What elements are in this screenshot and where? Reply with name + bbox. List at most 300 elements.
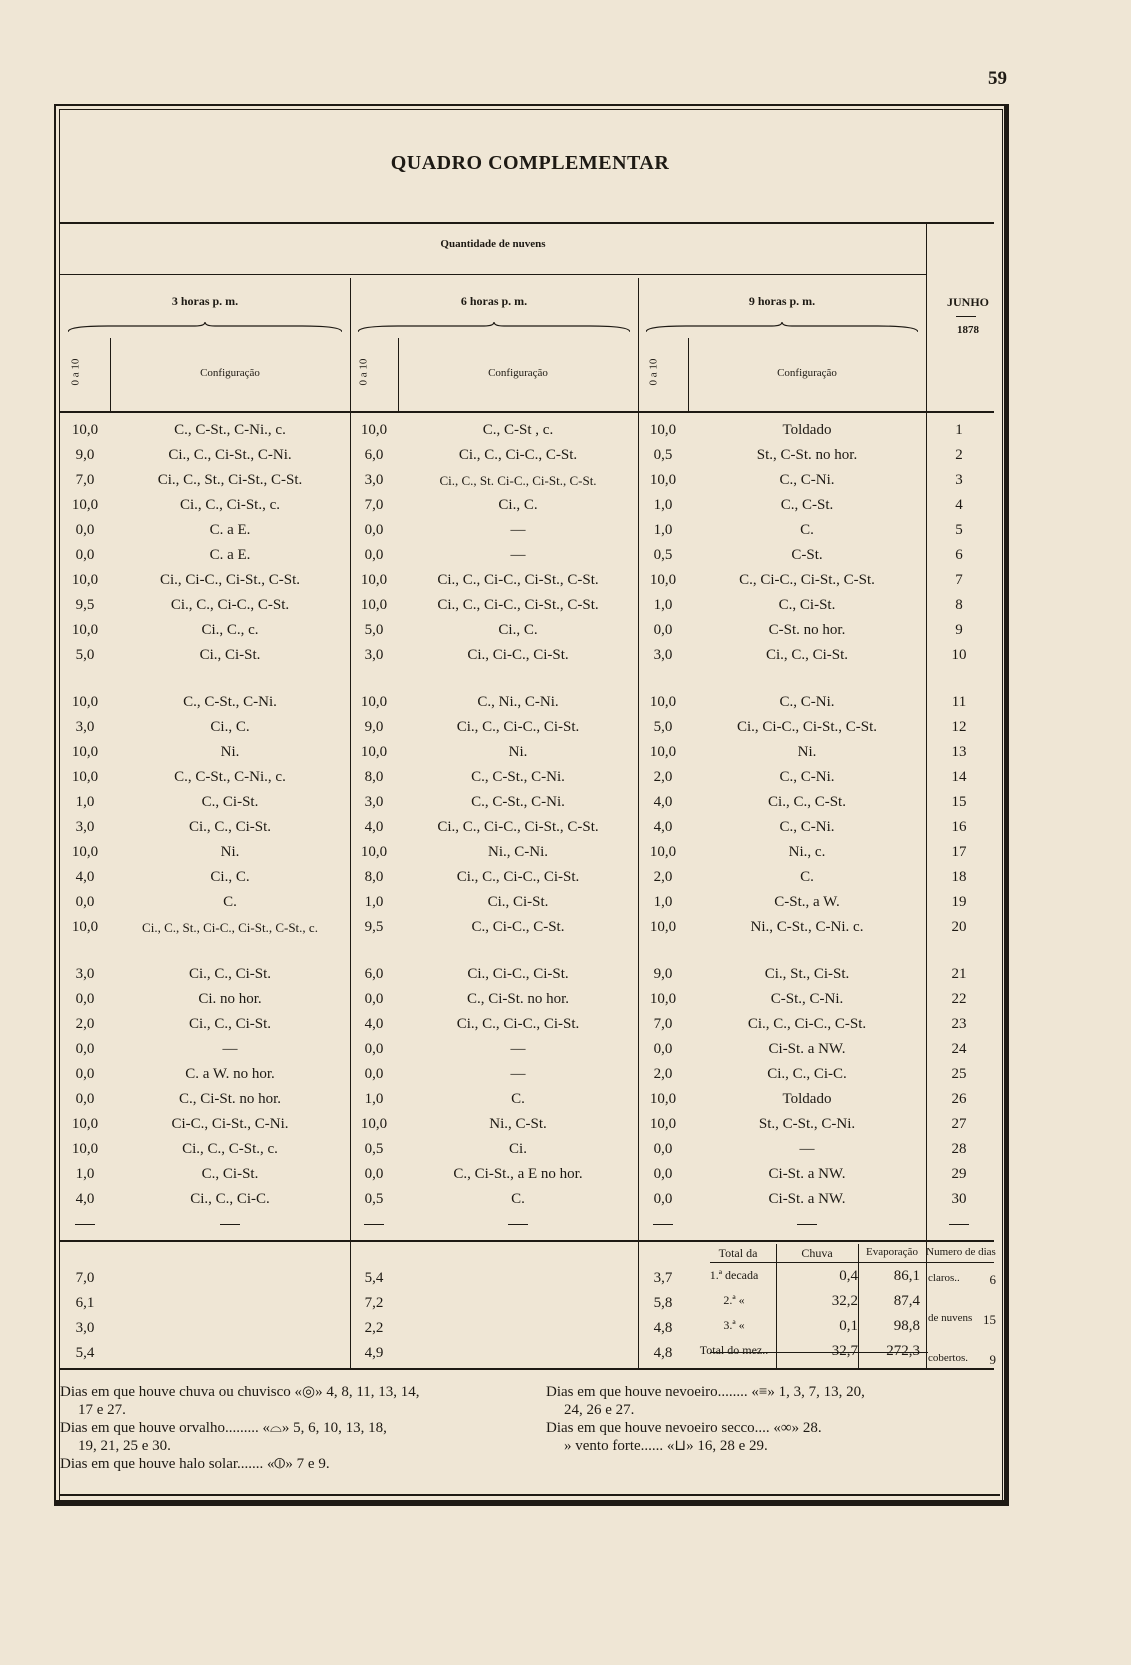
cover-3h: 0,0 <box>75 1066 95 1082</box>
cover-9h: 5,0 <box>653 719 673 735</box>
totals-header-days: Numero de dias <box>926 1246 996 1258</box>
config-6h: Ci., C. <box>498 622 538 638</box>
cover-3h: 0,0 <box>75 991 95 1007</box>
cover-6h: 3,0 <box>364 472 384 488</box>
table-row <box>60 543 992 568</box>
cover-3h: 10,0 <box>71 1141 99 1157</box>
day: 1 <box>955 422 963 438</box>
config-3h: Ci., C., St., Ci-St., C-St. <box>157 472 303 488</box>
day: 21 <box>951 966 967 982</box>
rule <box>60 222 994 224</box>
day: 3 <box>955 472 963 488</box>
config-label-6h: Configuração <box>488 367 548 379</box>
totals-evap: 272,3 <box>886 1343 920 1359</box>
cover-9h: 0,0 <box>653 1166 673 1182</box>
cover-9h: 9,0 <box>653 966 673 982</box>
config-3h: — <box>222 1041 238 1057</box>
table-row <box>60 962 992 987</box>
config-9h: C., C-Ni. <box>779 769 835 785</box>
days-label: cobertos. <box>928 1352 969 1364</box>
summary-value: 2,2 <box>364 1320 384 1336</box>
config-9h: Toldado <box>782 422 832 438</box>
config-9h: Toldado <box>782 1091 832 1107</box>
month-label: JUNHO <box>947 295 989 309</box>
config-6h: C. <box>511 1091 525 1107</box>
note-line: 17 e 27. <box>78 1402 126 1418</box>
cover-9h: 10,0 <box>649 991 677 1007</box>
header-6h: 6 horas p. m. <box>460 294 528 308</box>
days-label: de nuvens <box>928 1312 973 1324</box>
days-label: claros.. <box>928 1272 960 1284</box>
config-9h: C., C-Ni. <box>779 472 835 488</box>
cover-6h: 9,5 <box>364 919 384 935</box>
cover-6h: 1,0 <box>364 1091 384 1107</box>
config-3h: C., C-St., C-Ni., c. <box>174 422 286 438</box>
frame-shadow-bottom <box>54 1500 1009 1506</box>
config-9h: Ci., C., Ci-St. <box>765 647 849 663</box>
config-3h: Ci., C. <box>210 869 250 885</box>
day: 10 <box>951 647 967 663</box>
cover-9h: 2,0 <box>653 1066 673 1082</box>
cover-6h: 10,0 <box>360 1116 388 1132</box>
scale-label-9h: 0 a 10 <box>647 358 660 386</box>
dash <box>688 1212 926 1237</box>
cover-6h: 10,0 <box>360 744 388 760</box>
day: 20 <box>951 919 967 935</box>
note-line: Dias em que houve nevoeiro........ «≡» 1, 3, 7, 13, 20, <box>546 1384 865 1400</box>
days-row <box>928 1272 996 1288</box>
cover-6h: 0,0 <box>364 1166 384 1182</box>
totals-label: 3.ª « <box>723 1318 745 1332</box>
config-label-3h: Configuração <box>200 367 260 379</box>
config-6h: Ci., C., St. Ci-C., Ci-St., C-St. <box>439 472 597 488</box>
note-line: 24, 26 e 27. <box>564 1402 635 1418</box>
table-row <box>60 840 992 865</box>
config-6h: Ci., C. <box>498 497 538 513</box>
summary-value: 3,7 <box>653 1270 673 1286</box>
config-3h: Ci., C., c. <box>201 622 259 638</box>
day: 18 <box>951 869 967 885</box>
cover-6h: 8,0 <box>364 869 384 885</box>
cover-3h: 5,0 <box>75 647 95 663</box>
cover-3h: 10,0 <box>71 1116 99 1132</box>
dash <box>926 1212 992 1237</box>
config-9h: C. <box>800 869 814 885</box>
table-row <box>60 468 992 493</box>
cover-6h: 0,0 <box>364 1066 384 1082</box>
config-3h: C., Ci-St. <box>201 794 259 810</box>
table-row <box>60 1187 992 1212</box>
month-rule <box>956 316 976 317</box>
cover-3h: 4,0 <box>75 869 95 885</box>
config-6h: Ci., C., Ci-C., Ci-St., C-St. <box>437 597 599 613</box>
table-row <box>60 1037 992 1062</box>
spacer-row <box>60 668 992 690</box>
cover-3h: 10,0 <box>71 769 99 785</box>
summary-value: 5,4 <box>75 1345 95 1361</box>
cover-3h: 10,0 <box>71 497 99 513</box>
cover-9h: 0,5 <box>653 447 673 463</box>
header-group: Quantidade de nuvens <box>440 238 546 250</box>
note-line: Dias em que houve orvalho......... «⌓» 5, 6, 10, 13, 18, <box>60 1420 387 1436</box>
config-3h: Ci., C. <box>210 719 250 735</box>
dash <box>110 1212 350 1237</box>
cover-6h: 10,0 <box>360 572 388 588</box>
config-9h: C., Ci-C., Ci-St., C-St. <box>739 572 875 588</box>
cover-3h: 10,0 <box>71 919 99 935</box>
config-3h: Ci. no hor. <box>198 991 262 1007</box>
config-9h: St., C-St. no hor. <box>756 447 858 463</box>
config-9h: St., C-St., C-Ni. <box>758 1116 856 1132</box>
config-6h: Ci., C., Ci-C., Ci-St. <box>456 1016 580 1032</box>
config-3h: C., C-St., C-Ni., c. <box>174 769 286 785</box>
config-3h: Ci., C., Ci-St. <box>188 966 272 982</box>
day: 15 <box>951 794 967 810</box>
config-6h: C., C-St , c. <box>482 422 554 438</box>
config-6h: — <box>510 1066 526 1082</box>
cover-9h: 1,0 <box>653 522 673 538</box>
dash <box>60 1212 110 1237</box>
config-3h: C. <box>223 894 237 910</box>
cover-6h: 10,0 <box>360 422 388 438</box>
config-3h: Ci., C., Ci-St. <box>188 1016 272 1032</box>
days-row <box>928 1352 996 1368</box>
header-3h: 3 horas p. m. <box>171 294 239 308</box>
day: 6 <box>955 547 963 563</box>
cover-6h: 0,0 <box>364 991 384 1007</box>
config-6h: C. <box>511 1191 525 1207</box>
totals-chuva: 32,7 <box>831 1343 858 1359</box>
cover-9h: 10,0 <box>649 744 677 760</box>
cover-6h: 0,0 <box>364 547 384 563</box>
cover-6h: 1,0 <box>364 894 384 910</box>
table-row <box>60 643 992 668</box>
cover-3h: 0,0 <box>75 1091 95 1107</box>
day: 28 <box>951 1141 967 1157</box>
config-9h: C-St. <box>791 547 823 563</box>
config-6h: Ci., C., Ci-C., Ci-St. <box>456 719 580 735</box>
rule <box>60 1368 994 1370</box>
summary-value: 3,0 <box>75 1320 95 1336</box>
note-line: Dias em que houve nevoeiro secco.... «∞» 28. <box>546 1420 822 1436</box>
config-9h: C-St. no hor. <box>768 622 846 638</box>
days-value: 9 <box>989 1352 996 1367</box>
config-9h: — <box>799 1141 815 1157</box>
config-3h: C. a W. no hor. <box>185 1066 275 1082</box>
notes-left <box>60 1383 420 1473</box>
config-3h: Ci., C., Ci-St., C-Ni. <box>168 447 292 463</box>
config-9h: Ci-St. a NW. <box>768 1191 846 1207</box>
note-line: 19, 21, 25 e 30. <box>78 1438 171 1454</box>
day: 22 <box>951 991 967 1007</box>
page-number: 59 <box>988 68 1007 89</box>
config-6h: Ni. <box>508 744 528 760</box>
cover-3h: 10,0 <box>71 844 99 860</box>
summary-value: 7,2 <box>364 1295 384 1311</box>
table-row <box>60 568 992 593</box>
config-9h: Ni. <box>797 744 817 760</box>
config-3h: C. a E. <box>209 522 251 538</box>
cover-9h: 10,0 <box>649 844 677 860</box>
cover-9h: 0,0 <box>653 622 673 638</box>
config-6h: Ci., C., Ci-C., C-St. <box>458 447 578 463</box>
config-3h: C., Ci-St. no hor. <box>178 1091 282 1107</box>
config-6h: C., Ni., C-Ni. <box>477 694 559 710</box>
config-9h: C. <box>800 522 814 538</box>
rule <box>60 411 994 413</box>
day: 2 <box>955 447 963 463</box>
config-6h: C., Ci-St., a E no hor. <box>453 1166 583 1182</box>
notes-right <box>546 1383 865 1455</box>
cover-3h: 4,0 <box>75 1191 95 1207</box>
config-9h: C., C-Ni. <box>779 819 835 835</box>
cover-3h: 10,0 <box>71 422 99 438</box>
cover-9h: 0,0 <box>653 1041 673 1057</box>
config-6h: — <box>510 1041 526 1057</box>
cover-6h: 3,0 <box>364 794 384 810</box>
summary-value: 6,1 <box>75 1295 95 1311</box>
rule <box>60 1494 1000 1496</box>
config-3h: Ci-C., Ci-St., C-Ni. <box>171 1116 289 1132</box>
cover-3h: 0,0 <box>75 547 95 563</box>
config-3h: C., C-St., C-Ni. <box>183 694 277 710</box>
rule <box>60 1240 994 1242</box>
scale-label-6h: 0 a 10 <box>357 358 370 386</box>
totals-evap: 86,1 <box>893 1268 920 1284</box>
table-row <box>60 740 992 765</box>
config-9h: C., Ci-St. <box>778 597 836 613</box>
day: 26 <box>951 1091 967 1107</box>
summary-value: 4,9 <box>364 1345 384 1361</box>
config-9h: Ci., Ci-C., Ci-St., C-St. <box>736 719 878 735</box>
day: 11 <box>951 694 967 710</box>
totals-evap: 87,4 <box>893 1293 920 1309</box>
dash <box>398 1212 638 1237</box>
cover-6h: 6,0 <box>364 966 384 982</box>
cover-9h: 10,0 <box>649 694 677 710</box>
cover-9h: 1,0 <box>653 597 673 613</box>
cover-6h: 6,0 <box>364 447 384 463</box>
config-6h: Ni., C-Ni. <box>488 844 548 860</box>
day: 13 <box>951 744 967 760</box>
cover-3h: 2,0 <box>75 1016 95 1032</box>
summary-value: 7,0 <box>75 1270 95 1286</box>
table-row <box>60 1112 992 1137</box>
cover-3h: 3,0 <box>75 719 95 735</box>
cover-6h: 5,0 <box>364 622 384 638</box>
table-row <box>60 1087 992 1112</box>
day: 14 <box>951 769 967 785</box>
cover-9h: 10,0 <box>649 472 677 488</box>
day: 30 <box>951 1191 967 1207</box>
cover-6h: 9,0 <box>364 719 384 735</box>
config-3h: Ci., C., Ci-C. <box>190 1191 270 1207</box>
totals-header-evap: Evaporação <box>866 1246 918 1258</box>
page-title: QUADRO COMPLEMENTAR <box>390 152 670 174</box>
cover-9h: 1,0 <box>653 497 673 513</box>
config-3h: C. a E. <box>209 547 251 563</box>
cover-9h: 10,0 <box>649 919 677 935</box>
brace-3h <box>68 322 342 334</box>
config-9h: Ci-St. a NW. <box>768 1166 846 1182</box>
day: 23 <box>951 1016 967 1032</box>
config-9h: Ci., C., Ci-C., C-St. <box>747 1016 867 1032</box>
cover-3h: 9,5 <box>75 597 95 613</box>
cover-3h: 10,0 <box>71 572 99 588</box>
cover-3h: 10,0 <box>71 744 99 760</box>
config-9h: Ci., C., C-St. <box>768 794 846 810</box>
config-9h: C., C-St. <box>780 497 834 513</box>
rule <box>710 1262 994 1263</box>
day: 12 <box>951 719 967 735</box>
config-6h: C., Ci-St. no hor. <box>466 991 570 1007</box>
table-row <box>60 593 992 618</box>
day: 5 <box>955 522 963 538</box>
cover-9h: 0,5 <box>653 547 673 563</box>
totals-label: 1.ª decada <box>709 1268 759 1282</box>
cover-3h: 0,0 <box>75 522 95 538</box>
dash <box>638 1212 688 1237</box>
config-9h: Ni., c. <box>788 844 826 860</box>
table-row <box>60 715 992 740</box>
note-line: Dias em que houve chuva ou chuvisco «◎» 4, 8, 11, 13, 14, <box>60 1384 420 1400</box>
table-row <box>60 493 992 518</box>
cover-9h: 4,0 <box>653 819 673 835</box>
config-9h: C-St., C-Ni. <box>770 991 844 1007</box>
table-row <box>60 1012 992 1037</box>
spacer-row <box>60 940 992 962</box>
brace-6h <box>358 322 630 334</box>
config-9h: Ni., C-St., C-Ni. c. <box>750 919 864 935</box>
table-row <box>60 915 992 940</box>
cover-3h: 10,0 <box>71 622 99 638</box>
rule <box>60 274 926 275</box>
config-label-9h: Configuração <box>777 367 837 379</box>
config-6h: Ci., C., Ci-C., Ci-St. <box>456 869 580 885</box>
config-3h: Ci., C., Ci-St. <box>188 819 272 835</box>
table-row <box>60 1062 992 1087</box>
config-3h: Ni. <box>220 744 240 760</box>
day: 7 <box>955 572 963 588</box>
config-6h: Ci., C., Ci-C., Ci-St., C-St. <box>437 572 599 588</box>
config-6h: Ci., Ci-St. <box>487 894 549 910</box>
totals-label: Total do mez.. <box>699 1343 769 1357</box>
cover-3h: 3,0 <box>75 819 95 835</box>
cover-6h: 7,0 <box>364 497 384 513</box>
table-row <box>60 1162 992 1187</box>
cover-9h: 0,0 <box>653 1191 673 1207</box>
cover-3h: 0,0 <box>75 1041 95 1057</box>
cover-9h: 1,0 <box>653 894 673 910</box>
config-6h: Ci. <box>509 1141 527 1157</box>
config-9h: Ci-St. a NW. <box>768 1041 846 1057</box>
note-line: Dias em que houve halo solar....... «⦶» 7 e 9. <box>60 1456 330 1472</box>
cover-9h: 2,0 <box>653 869 673 885</box>
summary-value: 5,4 <box>364 1270 384 1286</box>
config-9h: C-St., a W. <box>774 894 840 910</box>
totals-evap: 98,8 <box>893 1318 920 1334</box>
table-row <box>60 690 992 715</box>
cover-9h: 10,0 <box>649 1091 677 1107</box>
table-row <box>60 987 992 1012</box>
cover-3h: 0,0 <box>75 894 95 910</box>
config-6h: — <box>510 522 526 538</box>
totals-chuva: 0,1 <box>839 1318 858 1334</box>
cover-9h: 10,0 <box>649 572 677 588</box>
cover-6h: 4,0 <box>364 1016 384 1032</box>
cover-3h: 1,0 <box>75 794 95 810</box>
summary-3h <box>60 1266 110 1366</box>
day: 17 <box>951 844 967 860</box>
cover-9h: 7,0 <box>653 1016 673 1032</box>
day: 24 <box>951 1041 967 1057</box>
header-9h: 9 horas p. m. <box>748 294 816 308</box>
day: 16 <box>951 819 967 835</box>
config-6h: C., Ci-C., C-St. <box>471 919 565 935</box>
config-3h: Ci., Ci-C., Ci-St., C-St. <box>159 572 301 588</box>
table-row <box>60 518 992 543</box>
config-6h: Ci., Ci-C., Ci-St. <box>467 647 569 663</box>
summary-9h <box>638 1266 688 1366</box>
config-3h: C., Ci-St. <box>201 1166 259 1182</box>
table-row <box>60 1137 992 1162</box>
config-3h: Ci., C., Ci-St., c. <box>179 497 280 513</box>
days-value: 15 <box>983 1312 996 1327</box>
cover-3h: 3,0 <box>75 966 95 982</box>
config-6h: — <box>510 547 526 563</box>
config-6h: C., C-St., C-Ni. <box>471 769 565 785</box>
table-row <box>60 418 992 443</box>
cloud-table <box>60 418 992 1237</box>
cover-6h: 3,0 <box>364 647 384 663</box>
totals-chuva: 32,2 <box>831 1293 858 1309</box>
table-row <box>60 815 992 840</box>
dash-row <box>60 1212 992 1237</box>
day: 19 <box>951 894 967 910</box>
dash <box>350 1212 398 1237</box>
cover-6h: 0,0 <box>364 522 384 538</box>
scale-label-3h: 0 a 10 <box>69 358 82 386</box>
day: 4 <box>955 497 963 513</box>
cover-3h: 7,0 <box>75 472 95 488</box>
cover-9h: 3,0 <box>653 647 673 663</box>
totals-label: 2.ª « <box>723 1293 745 1307</box>
cover-9h: 10,0 <box>649 1116 677 1132</box>
cover-6h: 0,0 <box>364 1041 384 1057</box>
cover-9h: 10,0 <box>649 422 677 438</box>
config-9h: C., C-Ni. <box>779 694 835 710</box>
cover-6h: 10,0 <box>360 597 388 613</box>
cover-6h: 10,0 <box>360 694 388 710</box>
days-row <box>928 1312 996 1328</box>
cover-3h: 1,0 <box>75 1166 95 1182</box>
day: 9 <box>955 622 963 638</box>
config-6h: Ni., C-St. <box>489 1116 547 1132</box>
config-3h: Ci., C., C-St., c. <box>182 1141 278 1157</box>
day: 8 <box>955 597 963 613</box>
table-row <box>60 765 992 790</box>
year-label: 1878 <box>957 324 979 336</box>
table-row <box>60 443 992 468</box>
cover-6h: 8,0 <box>364 769 384 785</box>
config-6h: Ci., Ci-C., Ci-St. <box>467 966 569 982</box>
cover-9h: 4,0 <box>653 794 673 810</box>
config-3h: Ci., C., St., Ci-C., Ci-St., C-St., c. <box>142 919 318 935</box>
cover-3h: 9,0 <box>75 447 95 463</box>
table-row <box>60 618 992 643</box>
totals-header-chuva: Chuva <box>801 1246 833 1260</box>
config-3h: Ci., Ci-St. <box>199 647 261 663</box>
